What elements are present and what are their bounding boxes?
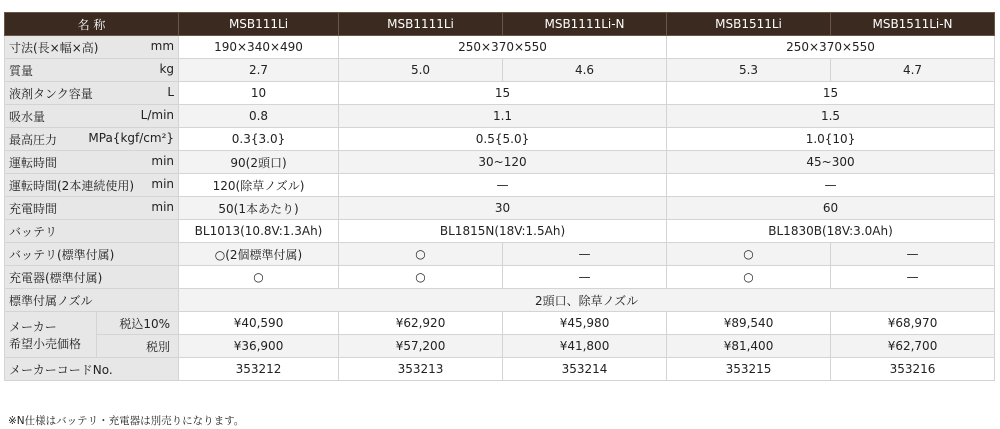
spec-table	[4, 12, 995, 381]
tax-in-label: 税込10%	[97, 312, 179, 335]
cell: 190×340×490	[179, 36, 339, 59]
cell: ○	[339, 266, 503, 289]
cell: 250×370×550	[339, 36, 667, 59]
header-name: 名 称	[5, 13, 179, 36]
cell: BL1830B(18V:3.0Ah)	[667, 220, 995, 243]
cell: 2.7	[179, 59, 339, 82]
cell: 45~300	[667, 151, 995, 174]
header-model-3: MSB1111Li-N	[503, 13, 667, 36]
cell: 4.6	[503, 59, 667, 82]
cell: 4.7	[831, 59, 995, 82]
row-nozzle	[5, 289, 995, 312]
row-charge	[5, 197, 995, 220]
cell: 353213	[339, 358, 503, 381]
row-battery-std	[5, 243, 995, 266]
cell: ¥40,590	[179, 312, 339, 335]
cell: ¥81,400	[667, 335, 831, 358]
header-row	[5, 13, 995, 36]
cell: 250×370×550	[667, 36, 995, 59]
header-model-4: MSB1511Li	[667, 13, 831, 36]
cell: ¥57,200	[339, 335, 503, 358]
cell: 1.5	[667, 105, 995, 128]
tax-out-label: 税別	[97, 335, 179, 358]
row-label: 寸法(長×幅×高) mm	[5, 36, 179, 59]
cell: ○	[179, 266, 339, 289]
footnote: ※N仕様はバッテリ・充電器は別売りになります。	[8, 415, 245, 427]
row-label: 最高圧力 MPa{kgf/cm²}	[5, 128, 179, 151]
cell: ○	[667, 243, 831, 266]
cell: —	[831, 243, 995, 266]
row-label: 充電器(標準付属)	[5, 266, 179, 289]
row-battery	[5, 220, 995, 243]
cell: 120(除草ノズル)	[179, 174, 339, 197]
cell: 2頭口、除草ノズル	[179, 289, 995, 312]
cell: 90(2頭口)	[179, 151, 339, 174]
cell: 353215	[667, 358, 831, 381]
cell: ○(2個標準付属)	[179, 243, 339, 266]
row-label: 質量 kg	[5, 59, 179, 82]
cell: 1.0{10}	[667, 128, 995, 151]
cell: 1.1	[339, 105, 667, 128]
cell: 30~120	[339, 151, 667, 174]
cell: 353216	[831, 358, 995, 381]
header-model-2: MSB1111Li	[339, 13, 503, 36]
cell: BL1013(10.8V:1.3Ah)	[179, 220, 339, 243]
row-label: 標準付属ノズル	[5, 289, 179, 312]
cell: —	[503, 243, 667, 266]
row-label: 吸水量 L/min	[5, 105, 179, 128]
row-suction	[5, 105, 995, 128]
cell: 60	[667, 197, 995, 220]
row-tank	[5, 82, 995, 105]
price-label-line2: 希望小売価格	[9, 336, 82, 351]
cell: 5.0	[339, 59, 503, 82]
row-label: 充電時間 min	[5, 197, 179, 220]
cell: ¥62,920	[339, 312, 503, 335]
cell: 10	[179, 82, 339, 105]
row-label: バッテリ(標準付属)	[5, 243, 179, 266]
row-label: 運転時間(2本連続使用) min	[5, 174, 179, 197]
cell: —	[667, 174, 995, 197]
cell: ○	[667, 266, 831, 289]
cell: 0.3{3.0}	[179, 128, 339, 151]
cell: 0.5{5.0}	[339, 128, 667, 151]
price-group-label	[5, 312, 97, 358]
cell: ○	[339, 243, 503, 266]
row-label: 液剤タンク容量 L	[5, 82, 179, 105]
cell: ¥89,540	[667, 312, 831, 335]
cell: ¥62,700	[831, 335, 995, 358]
cell: ¥45,980	[503, 312, 667, 335]
cell: 15	[667, 82, 995, 105]
cell: 30	[339, 197, 667, 220]
row-runtime	[5, 151, 995, 174]
row-price-tax-in	[5, 312, 995, 335]
price-label-line1: メーカー	[9, 319, 57, 334]
row-charger-std	[5, 266, 995, 289]
cell: —	[831, 266, 995, 289]
cell: 353212	[179, 358, 339, 381]
row-dimensions	[5, 36, 995, 59]
cell: ¥36,900	[179, 335, 339, 358]
header-model-5: MSB1511Li-N	[831, 13, 995, 36]
row-mass	[5, 59, 995, 82]
row-price-tax-out	[5, 335, 995, 358]
row-label: 運転時間 min	[5, 151, 179, 174]
cell: —	[339, 174, 667, 197]
row-runtime2	[5, 174, 995, 197]
cell: BL1815N(18V:1.5Ah)	[339, 220, 667, 243]
row-code	[5, 358, 995, 381]
spec-table-container	[4, 12, 994, 381]
cell: 353214	[503, 358, 667, 381]
header-model-1: MSB111Li	[179, 13, 339, 36]
cell: 0.8	[179, 105, 339, 128]
cell: 5.3	[667, 59, 831, 82]
cell: 50(1本あたり)	[179, 197, 339, 220]
cell: 15	[339, 82, 667, 105]
row-label: メーカーコードNo.	[5, 358, 179, 381]
cell: ¥68,970	[831, 312, 995, 335]
row-label: バッテリ	[5, 220, 179, 243]
cell: —	[503, 266, 667, 289]
cell: ¥41,800	[503, 335, 667, 358]
row-pressure	[5, 128, 995, 151]
